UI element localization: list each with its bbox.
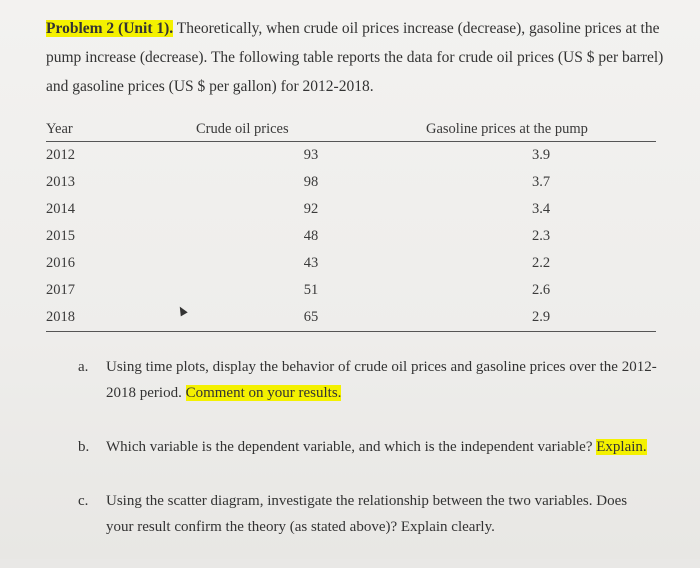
cell-crude: 93 <box>303 147 319 163</box>
cell-gasoline: 3.9 <box>531 147 551 163</box>
cell-crude: 98 <box>303 174 319 190</box>
table-row <box>46 223 656 250</box>
table-row <box>46 169 656 196</box>
table-row <box>46 250 656 277</box>
cell-year: 2018 <box>46 304 196 332</box>
cell-crude: 92 <box>303 201 319 217</box>
cell-crude: 65 <box>196 304 426 332</box>
question-text: Using time plots, display the behavior of crude oil prices and gasoline prices over the 2012-2018 period. <box>106 359 657 401</box>
cell-crude: 48 <box>303 228 319 244</box>
header-year: Year <box>46 117 196 142</box>
question-a <box>78 354 658 406</box>
table-row <box>46 304 656 332</box>
question-c <box>78 488 658 540</box>
question-b <box>78 434 658 460</box>
question-list <box>78 354 658 568</box>
question-highlight: Explain. <box>596 439 647 455</box>
table-row <box>46 196 656 223</box>
cell-year: 2017 <box>46 282 75 298</box>
cell-crude: 51 <box>303 282 319 298</box>
cell-gasoline: 2.6 <box>531 282 551 298</box>
problem-heading: Problem 2 (Unit 1). <box>46 20 174 37</box>
question-label: b. <box>78 439 90 455</box>
problem-text: Theoretically, when crude oil prices increase (decrease), gasoline prices at the pump increase (decrease). The following table reports the data for crude oil prices (US $ per barrel) and gasoline prices (US $ per gallon) for 2012-2018. <box>46 20 664 95</box>
cell-gasoline: 2.3 <box>531 228 551 244</box>
table-header-row <box>46 117 656 142</box>
table-row <box>46 142 656 170</box>
cell-year: 2012 <box>46 147 75 163</box>
cell-year: 2013 <box>46 174 75 190</box>
cell-gasoline: 3.7 <box>531 174 551 190</box>
header-crude-oil: Crude oil prices <box>196 117 426 142</box>
question-label: a. <box>78 359 89 375</box>
header-gasoline: Gasoline prices at the pump <box>426 117 656 142</box>
question-text: Which variable is the dependent variable, and which is the independent variable? <box>106 439 597 455</box>
cell-year: 2014 <box>46 201 75 217</box>
price-table <box>46 117 656 332</box>
question-label: c. <box>78 493 89 509</box>
cell-year: 2015 <box>46 228 75 244</box>
cell-year: 2016 <box>46 255 75 271</box>
cell-gasoline: 3.4 <box>531 201 551 217</box>
problem-intro <box>46 14 670 101</box>
cell-gasoline: 2.9 <box>426 304 656 332</box>
cell-gasoline: 2.2 <box>531 255 551 271</box>
question-highlight: Comment on your results. <box>185 385 342 401</box>
table-row <box>46 277 656 304</box>
question-text: Using the scatter diagram, investigate the relationship between the two variables. Does your result confirm the theory (as stated above)? Explain clearly. <box>106 493 628 535</box>
cell-crude: 43 <box>303 255 319 271</box>
